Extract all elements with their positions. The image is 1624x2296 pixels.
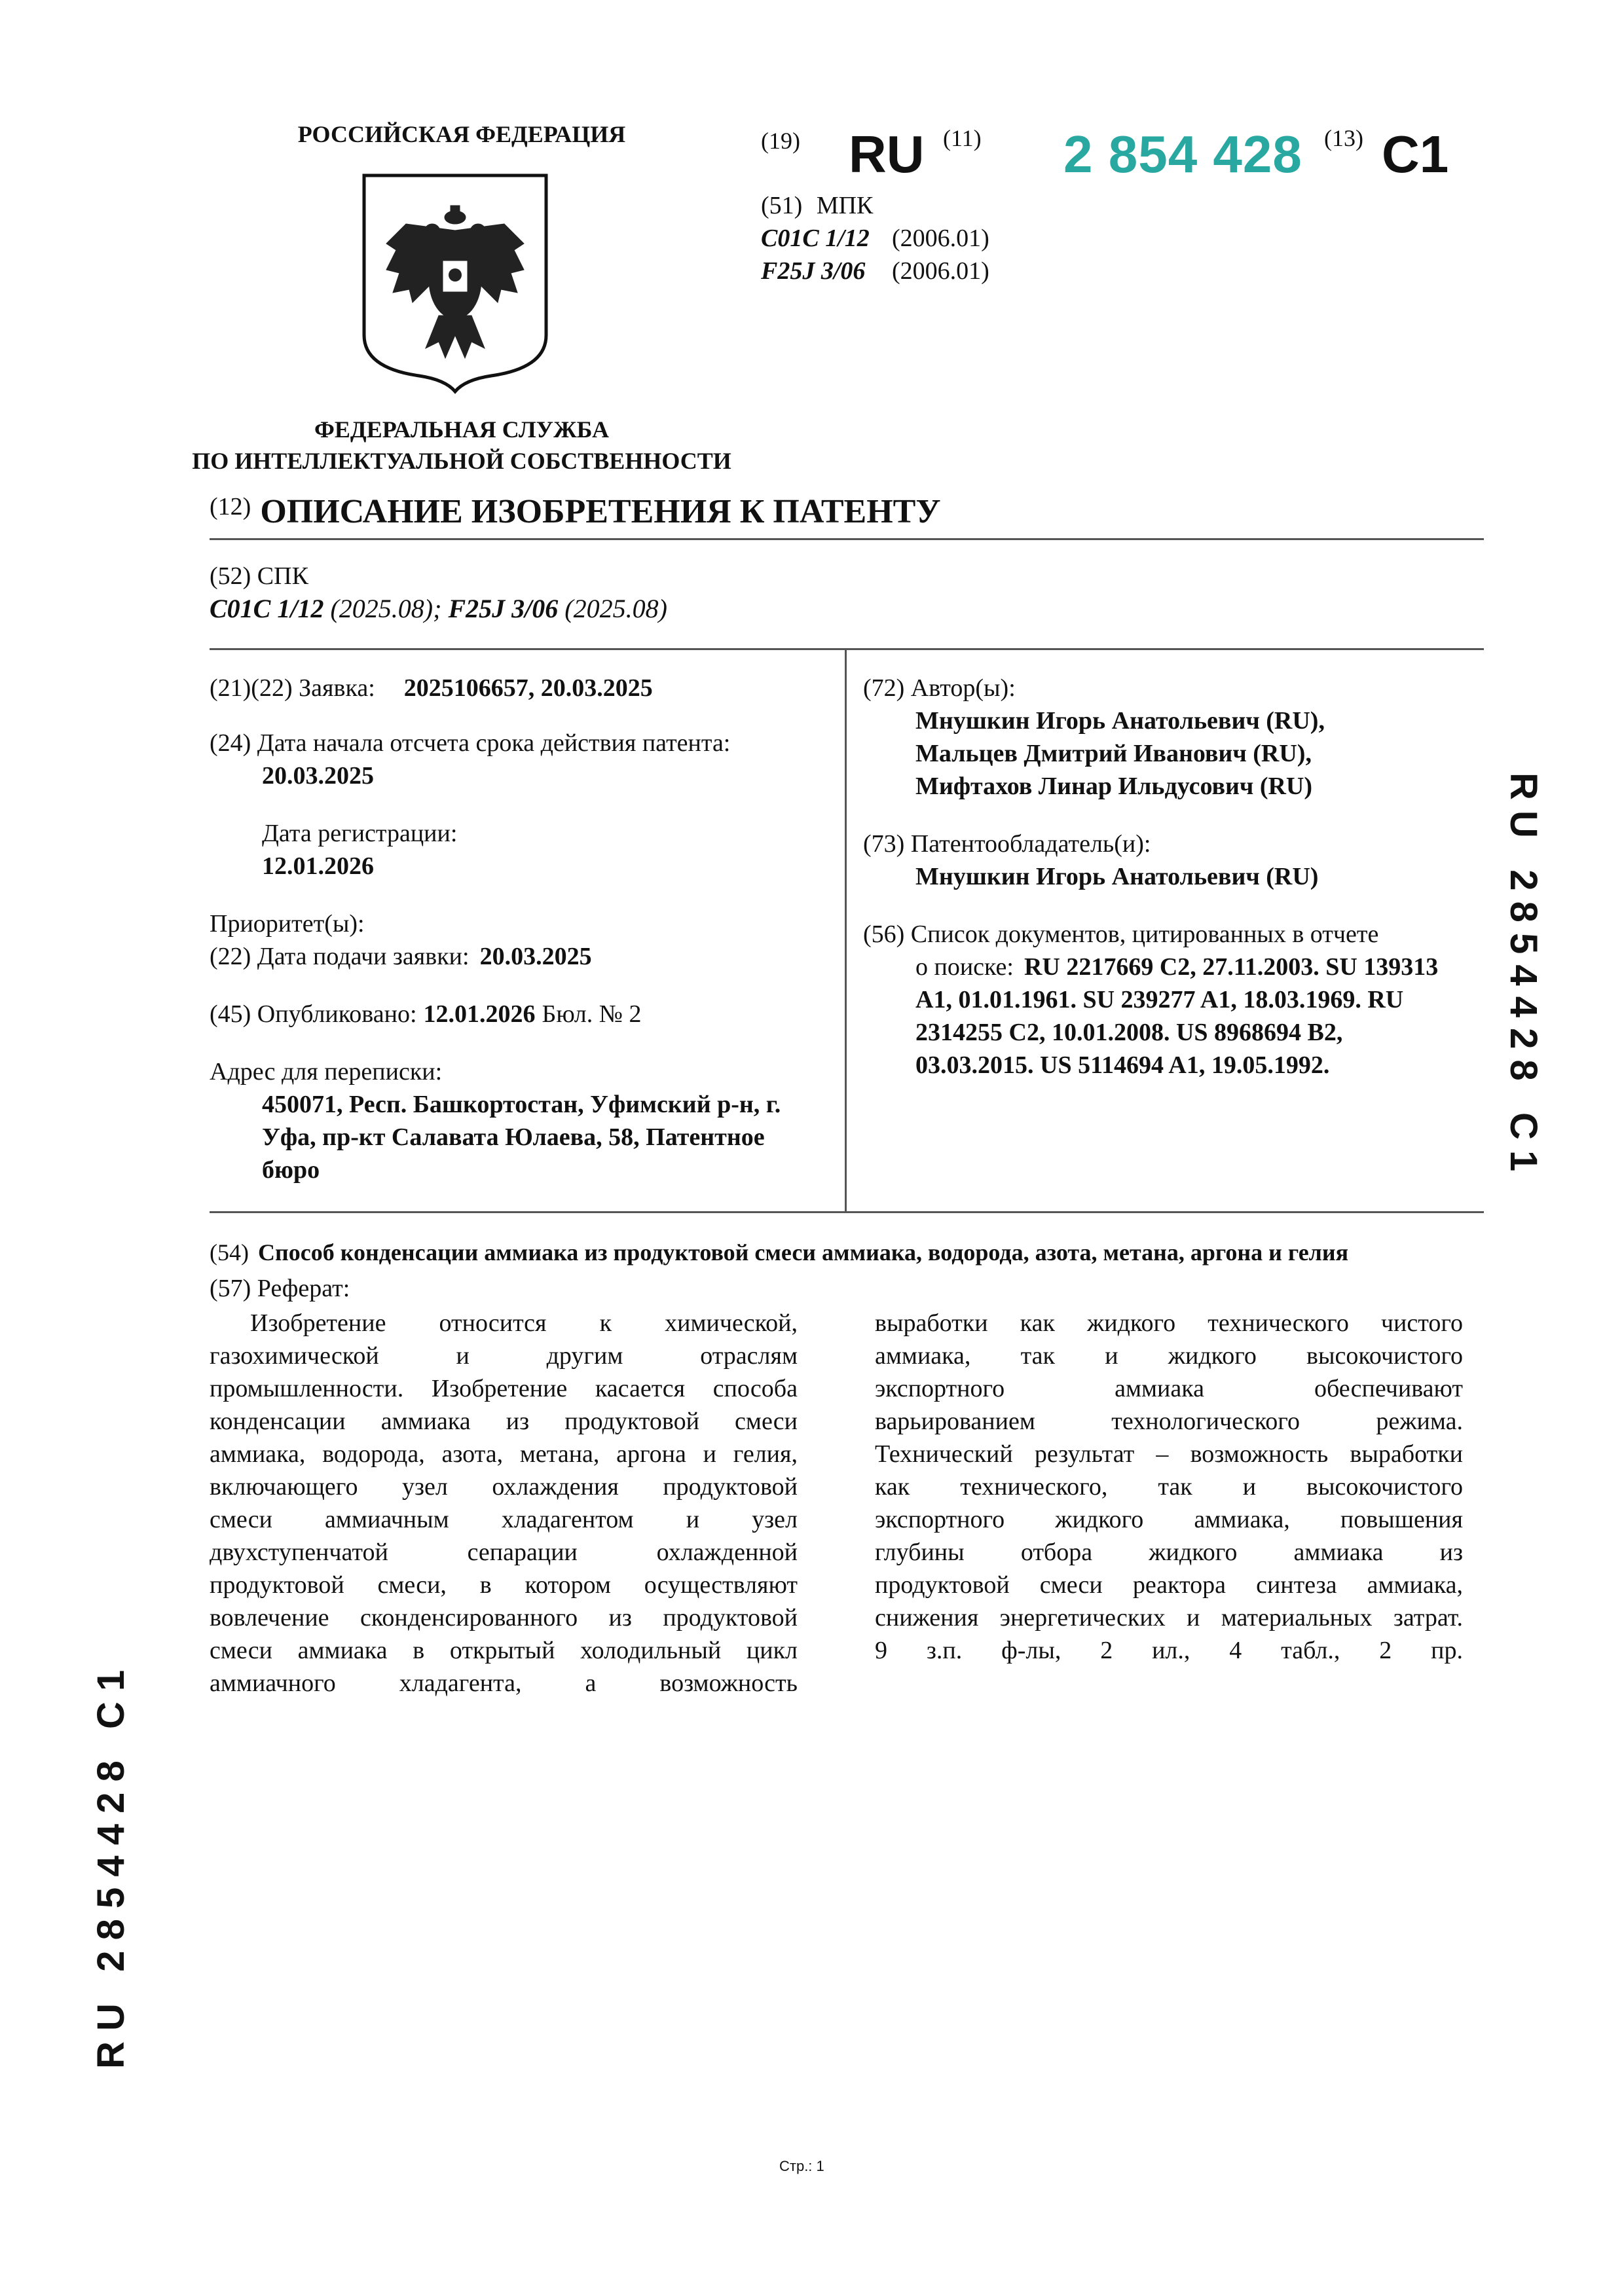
application-value: 2025106657, 20.03.2025 bbox=[403, 674, 653, 702]
abstract-line: промышленности. Изобретение касается способа bbox=[210, 1375, 798, 1402]
abstract-line: аммиачного хладагента, а возможность bbox=[210, 1669, 798, 1697]
abstract-line: выработки как жидкого технического чистого bbox=[875, 1309, 1463, 1337]
kind-code: C1 bbox=[1382, 125, 1449, 183]
abstract-line: Технический результат – возможность выработки bbox=[875, 1440, 1463, 1468]
abstract-heading: (57) Реферат: bbox=[210, 1275, 350, 1302]
author-name: Мифтахов Линар Ильдусович (RU) bbox=[915, 773, 1313, 800]
invention-title: Способ конденсации аммиака из продуктовой смеси аммиака, водорода, азота, метана, аргона и гелия bbox=[257, 1239, 1349, 1266]
left-margin-number: R U 2 8 5 4 4 2 8 C 1 bbox=[90, 1669, 132, 2069]
published-label: (45) Опубликовано: bbox=[210, 1000, 417, 1028]
cpc-version: (2025.08) bbox=[558, 594, 667, 623]
inid-code-19: (19) bbox=[761, 128, 800, 154]
cpc-version: (2025.08); bbox=[323, 594, 449, 623]
inid-code-54: (54) bbox=[210, 1239, 249, 1266]
reference-line: 03.03.2015. US 5114694 A1, 19.05.1992. bbox=[915, 1051, 1330, 1079]
abstract-line: конденсации аммиака из продуктовой смеси bbox=[210, 1408, 798, 1435]
authors-label: (72) Автор(ы): bbox=[863, 674, 1016, 702]
abstract-line: экспортного жидкого аммиака, повышения bbox=[875, 1506, 1463, 1533]
agency-name bbox=[177, 414, 747, 477]
abstract-left-column bbox=[210, 1307, 798, 1700]
priority-label: Приоритет(ы): bbox=[210, 910, 365, 938]
ipc-version: (2006.01) bbox=[892, 225, 989, 252]
abstract-line: снижения энергетических и материальных затрат. bbox=[875, 1604, 1463, 1631]
ipc-label: МПК bbox=[816, 192, 874, 219]
author-name: Мнушкин Игорь Анатольевич (RU), bbox=[915, 707, 1325, 735]
abstract-line: продуктовой смеси реактора синтеза аммиака, bbox=[875, 1571, 1463, 1599]
filing-date-value: 20.03.2025 bbox=[479, 943, 592, 970]
abstract-line: как технического, так и высокочистого bbox=[875, 1473, 1463, 1501]
ipc-heading bbox=[761, 191, 873, 220]
agency-line-2: ПО ИНТЕЛЛЕКТУАЛЬНОЙ СОБСТВЕННОСТИ bbox=[192, 448, 731, 474]
published-field bbox=[210, 998, 642, 1030]
start-date-label: (24) Дата начала отсчета срока действия патента: bbox=[210, 729, 731, 757]
inid-code-51: (51) bbox=[761, 192, 803, 219]
patent-number: 2 854 428 bbox=[1063, 125, 1302, 183]
abstract-line: варьированием технологического режима. bbox=[875, 1408, 1463, 1435]
abstract-line: продуктовой смеси, в котором осуществляют bbox=[210, 1571, 798, 1599]
russian-coat-of-arms-icon bbox=[360, 172, 550, 394]
ipc-version: (2006.01) bbox=[892, 257, 989, 285]
start-date-value: 20.03.2025 bbox=[262, 762, 374, 790]
inid-code-11: (11) bbox=[943, 125, 982, 151]
bulletin-number: Бюл. № 2 bbox=[542, 1000, 642, 1028]
right-margin-number: R U 2 8 5 4 4 2 8 C 1 bbox=[1502, 773, 1545, 1172]
holders-label: (73) Патентообладатель(и): bbox=[863, 830, 1151, 858]
address-line: 450071, Респ. Башкортостан, Уфимский р-н, г. bbox=[262, 1091, 781, 1118]
published-value: 12.01.2026 bbox=[423, 1000, 536, 1028]
invention-title-block bbox=[210, 1239, 1348, 1266]
abstract-line: экспортного аммиака обеспечивают bbox=[875, 1375, 1463, 1402]
ipc-row bbox=[761, 224, 989, 253]
ipc-row bbox=[761, 257, 989, 285]
reference-line: RU 2217669 C2, 27.11.2003. SU 139313 bbox=[1024, 953, 1439, 981]
references-label-cont: о поиске: bbox=[915, 953, 1014, 981]
abstract-line: 9 з.п. ф-лы, 2 ил., 4 табл., 2 пр. bbox=[875, 1637, 1463, 1664]
filing-date-field bbox=[210, 940, 592, 973]
column-divider bbox=[845, 648, 847, 1211]
reference-line: 2314255 C2, 10.01.2008. US 8968694 B2, bbox=[915, 1019, 1343, 1046]
application-label: (21)(22) Заявка: bbox=[210, 674, 375, 702]
document-title: ОПИСАНИЕ ИЗОБРЕТЕНИЯ К ПАТЕНТУ bbox=[260, 493, 941, 530]
abstract-line: включающего узел охлаждения продуктовой bbox=[210, 1473, 798, 1501]
reference-line: A1, 01.01.1961. SU 239277 A1, 18.03.1969. RU bbox=[915, 986, 1404, 1013]
cpc-value bbox=[210, 593, 667, 624]
holder-name: Мнушкин Игорь Анатольевич (RU) bbox=[915, 863, 1319, 890]
registration-label: Дата регистрации: bbox=[262, 820, 458, 847]
references-first-line bbox=[915, 951, 1438, 983]
ipc-class: C01C 1/12 bbox=[761, 225, 870, 252]
abstract-line: глубины отбора жидкого аммиака из bbox=[875, 1539, 1463, 1566]
cpc-class: F25J 3/06 bbox=[448, 594, 559, 623]
abstract-line: Изобретение относится к химической, bbox=[250, 1309, 798, 1337]
divider bbox=[210, 648, 1484, 650]
agency-line-1: ФЕДЕРАЛЬНАЯ СЛУЖБА bbox=[314, 416, 609, 443]
divider bbox=[210, 1211, 1484, 1213]
abstract-line: аммиака, водорода, азота, метана, аргона и гелия, bbox=[210, 1440, 798, 1468]
address-line: Уфа, пр-кт Салавата Юлаева, 58, Патентное bbox=[262, 1123, 765, 1151]
abstract-line: смеси аммиачным хладагентом и узел bbox=[210, 1506, 798, 1533]
address-label: Адрес для переписки: bbox=[210, 1058, 443, 1085]
abstract-line: смеси аммиака в открытый холодильный цикл bbox=[210, 1637, 798, 1664]
cpc-class: C01C 1/12 bbox=[210, 594, 324, 623]
cpc-heading: (52) СПК bbox=[210, 562, 308, 590]
document-title-block bbox=[210, 492, 941, 531]
abstract-line: двухступенчатой сепарации охлажденной bbox=[210, 1539, 798, 1566]
abstract-right-column bbox=[875, 1307, 1463, 1667]
inid-code-12: (12) bbox=[210, 493, 251, 520]
author-name: Мальцев Дмитрий Иванович (RU), bbox=[915, 740, 1312, 767]
address-line: бюро bbox=[262, 1156, 320, 1184]
registration-value: 12.01.2026 bbox=[262, 852, 374, 880]
filing-date-label: (22) Дата подачи заявки: bbox=[210, 943, 470, 970]
divider bbox=[210, 538, 1484, 540]
page-number: Стр.: 1 bbox=[779, 2158, 824, 2174]
inid-code-13: (13) bbox=[1324, 125, 1363, 151]
country-name: РОССИЙСКАЯ ФЕДЕРАЦИЯ bbox=[297, 121, 626, 147]
references-label: (56) Список документов, цитированных в отчете bbox=[863, 920, 1379, 948]
ipc-class: F25J 3/06 bbox=[761, 257, 866, 285]
abstract-line: газохимической и другим отраслям bbox=[210, 1342, 798, 1370]
country-code: RU bbox=[849, 125, 925, 183]
abstract-line: аммиака, так и жидкого высокочистого bbox=[875, 1342, 1463, 1370]
application-field bbox=[210, 672, 653, 704]
abstract-line: вовлечение сконденсированного из продуктовой bbox=[210, 1604, 798, 1631]
